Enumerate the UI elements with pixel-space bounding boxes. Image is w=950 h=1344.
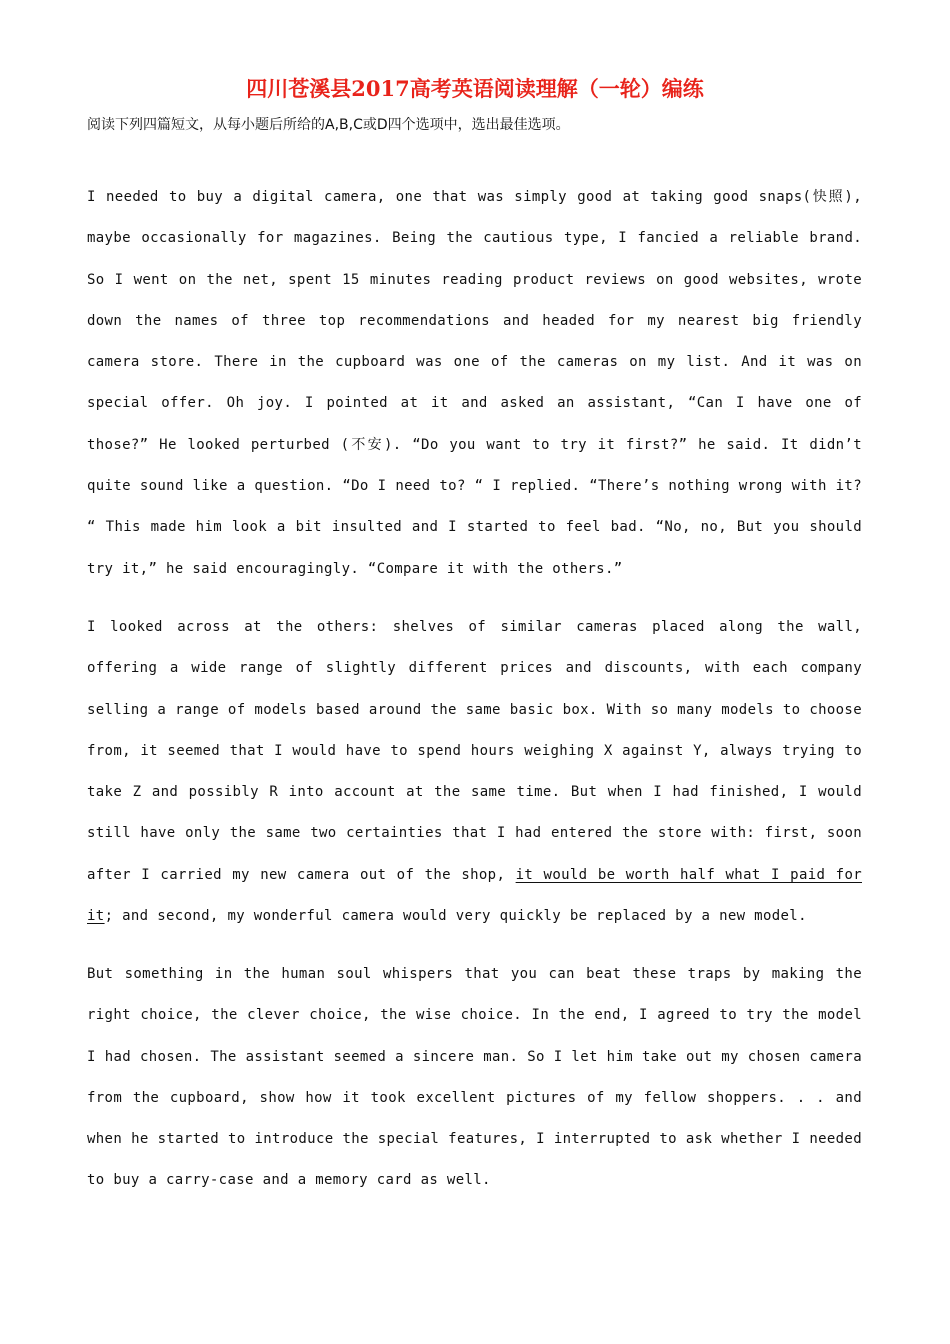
passage-paragraph-1: I needed to buy a digital camera, one that was simply good at taking good snaps(快照), maybe occasionally for magazines. Being the cautious type, I fancied a reliable brand. So I went on the net, spent 15 minutes reading product reviews on good websites, wrote down the names of three top recommendations and headed for my nearest big friendly camera store. There in the cupboard was one of the cameras on my list. And it was on special offer. Oh joy. I pointed at it and asked an assistant, “Can I have one of those?” He looked perturbed (不安). “Do you want to try it first?” he said. It didn’t quite sound like a question. “Do I need to? “ I replied. “There’s nothing wrong with it? “ This made him look a bit insulted and I started to feel bad. “No, no, But you should try it,” he said encouragingly. “Compare it with the others.” (87, 189, 862, 577)
passage-paragraph-3: But something in the human soul whispers that you can beat these traps by making the right choice, the clever choice, the wise choice. In the end, I agreed to try the model I had chosen. The assistant seemed a sincere man. So I let him take out my chosen camera from the cupboard, show how it took excellent pictures of my fellow shoppers. . . and when he started to introduce the special features, I interrupted to ask whether I needed to buy a carry-case and a memory card as well. (87, 966, 862, 1189)
document-title: 四川苍溪县2017高考英语阅读理解（一轮）编练 (246, 76, 704, 101)
passage-paragraph-2 (87, 607, 862, 937)
instruction-text: 阅读下列四篇短文，从每小题后所给的A,B,C或D四个选项中，选出最佳选项。 (87, 117, 570, 133)
paragraph-2-text-before: I looked across at the others: shelves of similar cameras placed along the wall, offering a wide range of slightly different prices and discounts, with each company selling a range of models based around the same basic box. With so many models to choose from, it seemed that I would have to spend hours weighing X against Y, always trying to take Z and possibly R into account at the same time. But when I had finished, I would still have only the same two certainties that I had entered the store with: first, soon after I carried my new camera out of the shop, (87, 619, 862, 883)
underlined-sentence: it would be worth half what I paid for it (87, 866, 862, 925)
paragraph-2-text-after: ; and second, my wonderful camera would very quickly be replaced by a new model. (104, 908, 807, 925)
